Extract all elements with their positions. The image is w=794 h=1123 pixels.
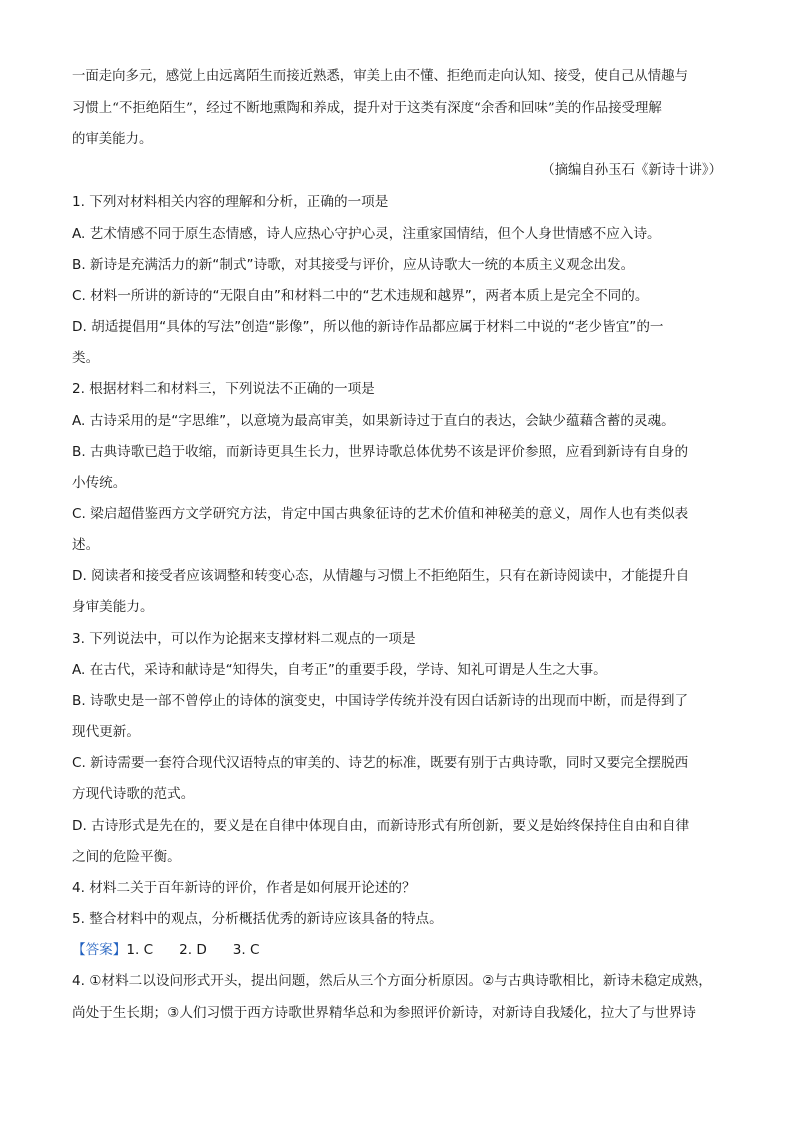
answer-tag: 【答案】 xyxy=(72,942,127,958)
question-3-option-b-continued: 现代更新。 xyxy=(72,724,140,740)
question-3-option-d-continued: 之间的危险平衡。 xyxy=(72,849,181,865)
question-1-option-a: A. 艺术情感不同于原生态情感，诗人应热心守护心灵，注重家国情结，但个人身世情感不应入诗。 xyxy=(72,226,661,242)
question-1-option-c: C. 材料一所讲的新诗的“无限自由”和材料二中的“艺术违规和越界”，两者本质上是完全不同的。 xyxy=(72,288,649,304)
question-3-option-b: B. 诗歌史是一部不曾停止的诗体的演变史，中国诗学传统并没有因白话新诗的出现而中断，而是得到了 xyxy=(72,693,689,709)
question-2-option-b: B. 古典诗歌已趋于收缩，而新诗更具生长力，世界诗歌总体优势不该是评价参照，应看到新诗有自身的 xyxy=(72,444,689,460)
question-2-stem: 2. 根据材料二和材料三，下列说法不正确的一项是 xyxy=(72,381,375,397)
answer-choices: 1. C 2. D 3. C xyxy=(126,942,260,958)
question-3-option-c-continued: 方现代诗歌的范式。 xyxy=(72,786,195,802)
question-5-stem: 5. 整合材料中的观点，分析概括优秀的新诗应该具备的特点。 xyxy=(72,911,443,927)
question-2-option-c-continued: 述。 xyxy=(72,537,100,553)
passage-line: 一面走向多元，感觉上由远离陌生而接近熟悉，审美上由不懂、拒绝而走向认知、接受，使自己从情趣与 xyxy=(72,69,688,84)
question-1-option-b: B. 新诗是充满活力的新“制式”诗歌，对其接受与评价，应从诗歌大一统的本质主义观念出发。 xyxy=(72,257,635,273)
question-1-option-d-continued: 类。 xyxy=(72,350,100,366)
question-1-option-d: D. 胡适提倡用“具体的写法”创造“影像”，所以他的新诗作品都应属于材料二中说的“老少皆宜”的一 xyxy=(72,319,664,335)
passage-line: 习惯上“不拒绝陌生”，经过不断地熏陶和养成，提升对于这类有深度“余香和回味”美的作品接受理解 xyxy=(72,101,662,116)
question-3-option-a: A. 在古代，采诗和献诗是“知得失，自考正”的重要手段，学诗、知礼可谓是人生之大事。 xyxy=(72,662,607,678)
question-3-stem: 3. 下列说法中，可以作为论据来支撑材料二观点的一项是 xyxy=(72,631,416,647)
question-2-option-c: C. 梁启超借鉴西方文学研究方法，肯定中国古典象征诗的艺术价值和神秘美的意义，周作人也有类似表 xyxy=(72,506,689,522)
question-3-option-d: D. 古诗形式是先在的，要义是在自律中体现自由，而新诗形式有所创新，要义是始终保持住自由和自律 xyxy=(72,818,690,834)
question-3-option-c: C. 新诗需要一套符合现代汉语特点的审美的、诗艺的标准，既要有别于古典诗歌，同时又要完全摆脱西 xyxy=(72,755,689,771)
answer-explanation-line: 尚处于生长期；③人们习惯于西方诗歌世界精华总和为参照评价新诗，对新诗自我矮化，拉大了与世界诗 xyxy=(72,1005,696,1021)
question-2-option-d-continued: 身审美能力。 xyxy=(72,599,154,615)
question-4-stem: 4. 材料二关于百年新诗的评价，作者是如何展开论述的？ xyxy=(72,880,416,896)
passage-source: （摘编自孙玉石《新诗十讲》） xyxy=(541,163,722,178)
question-2-option-a: A. 古诗采用的是“字思维”，以意境为最高审美，如果新诗过于直白的表达，会缺少蕴藉含蓄的灵魂。 xyxy=(72,413,675,429)
passage-line: 的审美能力。 xyxy=(72,132,153,147)
answer-explanation-line: 4. ①材料二以设问形式开头，提出问题，然后从三个方面分析原因。②与古典诗歌相比，新诗未稳定成熟， xyxy=(72,973,712,989)
question-1-stem: 1. 下列对材料相关内容的理解和分析，正确的一项是 xyxy=(72,194,389,210)
answer-line xyxy=(72,941,732,959)
question-2-option-b-continued: 小传统。 xyxy=(72,475,127,491)
question-2-option-d: D. 阅读者和接受者应该调整和转变心态，从情趣与习惯上不拒绝陌生，只有在新诗阅读中，才能提升自 xyxy=(72,568,690,584)
